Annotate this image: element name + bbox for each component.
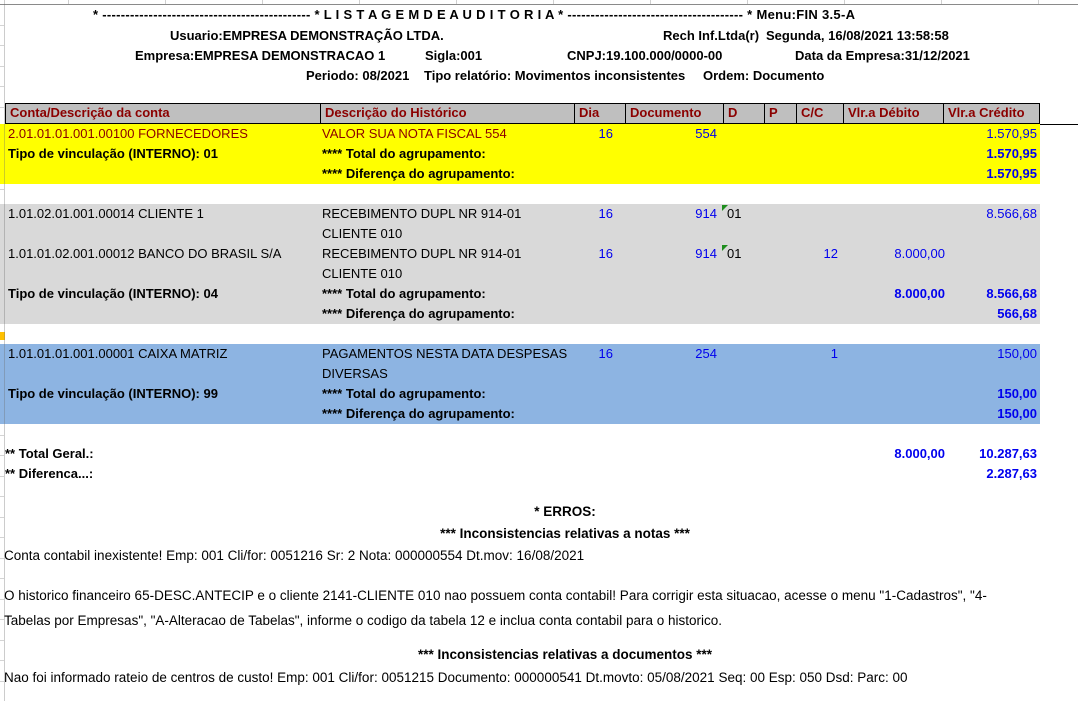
error-documento-message: Nao foi informado rateio de centros de custo! Emp: 001 Cli/for: 0051215 Documento: 000000541 Dt.movto: 05/08/2021 Seq: 00 Esp: 050 Dsd: Parc: 00 (4, 670, 908, 685)
report-datetime: Segunda, 16/08/2021 13:58:58 (766, 28, 949, 43)
table-row (0, 344, 1045, 364)
col-header-documento[interactable]: Documento (625, 104, 723, 123)
cell-historico[interactable]: **** Diferença do agrupamento: (322, 166, 515, 181)
order-label: Ordem: Documento (703, 68, 825, 83)
col-header-p[interactable]: P (764, 104, 796, 123)
col-header-debito[interactable]: Vlr.a Débito (843, 104, 943, 123)
cell-historico[interactable]: **** Diferença do agrupamento: (322, 306, 515, 321)
table-row (0, 124, 1045, 144)
col-header-historico[interactable]: Descrição do Histórico (320, 104, 574, 123)
cell-historico[interactable]: **** Total do agrupamento: (322, 386, 486, 401)
difference-row (0, 464, 1045, 484)
gutter-line (4, 0, 5, 701)
company-label: Empresa:EMPRESA DEMONSTRACAO 1 (135, 48, 386, 63)
table-row (0, 224, 1045, 244)
table-row (0, 364, 1045, 384)
cell-historico[interactable]: CLIENTE 010 (322, 226, 403, 241)
cell-historico[interactable]: VALOR SUA NOTA FISCAL 554 (322, 126, 507, 141)
cell-historico[interactable]: PAGAMENTOS NESTA DATA DESPESAS (322, 346, 568, 361)
cell-dia[interactable]: 16 (598, 346, 613, 361)
col-header-conta[interactable]: Conta/Descrição da conta (10, 105, 170, 120)
table-row (0, 244, 1045, 264)
table-header-row (5, 103, 1040, 124)
report-type-label: Tipo relatório: Movimentos inconsistentes (424, 68, 686, 83)
cell-debito[interactable]: 8.000,00 (894, 246, 945, 261)
report-title: * --------------------------------------------- * L I S T A G E M D E A U D I T O R I A * -------------------------------------- * Menu:FIN 3.5-A (93, 7, 856, 22)
cnpj-label: CNPJ:19.100.000/0000-00 (567, 48, 723, 63)
table-row (0, 284, 1045, 304)
vendor-label: Rech Inf.Ltda(r) (663, 28, 760, 43)
total-debito[interactable]: 8.000,00 (894, 446, 945, 461)
cell-cc[interactable]: 1 (830, 346, 838, 361)
cell-historico[interactable]: CLIENTE 010 (322, 266, 403, 281)
cell-historico[interactable]: RECEBIMENTO DUPL NR 914-01 (322, 246, 522, 261)
top-grid-strip (0, 0, 1078, 5)
col-header-dia[interactable]: Dia (574, 104, 625, 123)
cell-credito[interactable]: 150,00 (997, 346, 1037, 361)
cell-dia[interactable]: 16 (598, 126, 613, 141)
cell-conta[interactable]: Tipo de vinculação (INTERNO): 01 (8, 146, 218, 161)
cell-conta[interactable]: 1.01.01.01.001.00001 CAIXA MATRIZ (8, 346, 228, 361)
cell-historico[interactable]: **** Total do agrupamento: (322, 286, 486, 301)
sigla-label: Sigla:001 (425, 48, 483, 63)
cell-conta[interactable]: 1.01.01.02.001.00012 BANCO DO BRASIL S/A (8, 246, 282, 261)
error-historico-message-line2: Tabelas por Empresas", "A-Alteracao de Tabelas", informe o codigo da tabela 12 e inclua conta contabil para o historico. (4, 613, 723, 628)
table-row (0, 404, 1045, 424)
cell-credito[interactable]: 8.566,68 (986, 206, 1037, 221)
total-label[interactable]: ** Total Geral.: (5, 446, 94, 461)
errors-notas-header: *** Inconsistencias relativas a notas *** (440, 526, 690, 541)
total-credito[interactable]: 10.287,63 (979, 446, 1037, 461)
cell-d[interactable]: 01 (727, 206, 742, 221)
col-header-d[interactable]: D (723, 104, 764, 123)
cell-conta[interactable]: Tipo de vinculação (INTERNO): 04 (8, 286, 218, 301)
cell-historico[interactable]: **** Diferença do agrupamento: (322, 406, 515, 421)
cell-documento[interactable]: 254 (695, 346, 717, 361)
cell-dia[interactable]: 16 (598, 246, 613, 261)
cell-documento[interactable]: 914 (695, 246, 717, 261)
cell-credito[interactable]: 150,00 (997, 406, 1037, 421)
cell-credito[interactable]: 566,68 (997, 306, 1037, 321)
error-nota-message: Conta contabil inexistente! Emp: 001 Cli/for: 0051216 Sr: 2 Nota: 000000554 Dt.mov: 16/08/2021 (4, 548, 585, 563)
cell-credito[interactable]: 8.566,68 (986, 286, 1037, 301)
cell-historico[interactable]: **** Total do agrupamento: (322, 146, 486, 161)
difference-credito[interactable]: 2.287,63 (986, 466, 1037, 481)
table-row (0, 304, 1045, 324)
cell-conta[interactable]: Tipo de vinculação (INTERNO): 99 (8, 386, 218, 401)
col-header-credito[interactable]: Vlr.a Crédito (943, 104, 1039, 123)
cell-debito[interactable]: 8.000,00 (894, 286, 945, 301)
cell-d[interactable]: 01 (727, 246, 742, 261)
cell-documento[interactable]: 914 (695, 206, 717, 221)
table-row (0, 384, 1045, 404)
cell-documento[interactable]: 554 (695, 126, 717, 141)
cell-dia[interactable]: 16 (598, 206, 613, 221)
cell-historico[interactable]: RECEBIMENTO DUPL NR 914-01 (322, 206, 522, 221)
cell-cc[interactable]: 12 (823, 246, 838, 261)
total-row (0, 444, 1045, 464)
table-row (0, 164, 1045, 184)
errors-documentos-header: *** Inconsistencias relativas a documentos *** (417, 647, 713, 662)
user-label: Usuario:EMPRESA DEMONSTRAÇÃO LTDA. (170, 28, 444, 43)
cell-credito[interactable]: 1.570,95 (986, 146, 1037, 161)
table-row (0, 204, 1045, 224)
cell-credito[interactable]: 150,00 (997, 386, 1037, 401)
cell-historico[interactable]: DIVERSAS (322, 366, 388, 381)
errors-title: * ERROS: (534, 504, 596, 519)
cell-conta[interactable]: 1.01.02.01.001.00014 CLIENTE 1 (8, 206, 204, 221)
cell-credito[interactable]: 1.570,95 (986, 126, 1037, 141)
table-row (0, 144, 1045, 164)
difference-label[interactable]: ** Diferenca...: (5, 466, 94, 481)
cell-credito[interactable]: 1.570,95 (986, 166, 1037, 181)
table-row (0, 264, 1045, 284)
cell-conta[interactable]: 2.01.01.01.001.00100 FORNECEDORES (8, 126, 248, 141)
company-date-label: Data da Empresa:31/12/2021 (795, 48, 970, 63)
period-label: Periodo: 08/2021 (306, 68, 410, 83)
error-historico-message-line1: O historico financeiro 65-DESC.ANTECIP e o cliente 2141-CLIENTE 010 nao possuem conta contabil! Para corrigir esta situacao, acesse o menu "1-Cadastros", "4- (4, 588, 987, 603)
col-header-cc[interactable]: C/C (796, 104, 843, 123)
header-border-extension (1040, 124, 1078, 125)
